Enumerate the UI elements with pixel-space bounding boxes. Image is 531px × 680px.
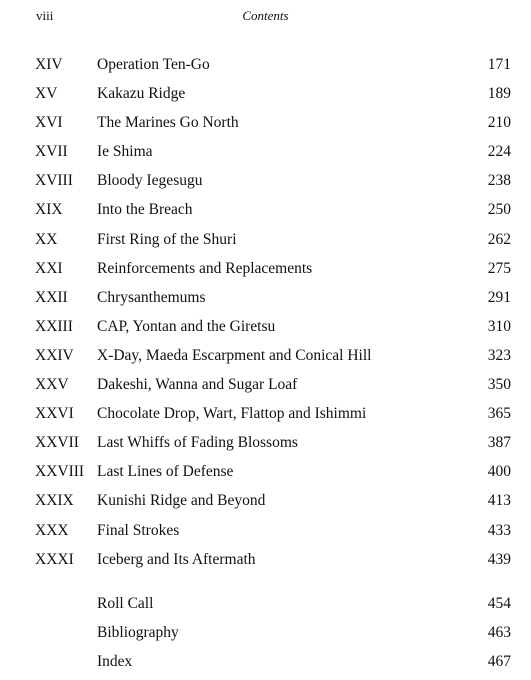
chapter-number: XXX bbox=[35, 521, 69, 539]
toc-entry bbox=[0, 283, 531, 312]
toc-entry bbox=[0, 137, 531, 166]
chapter-number: XXII bbox=[35, 288, 68, 306]
section-gap bbox=[0, 574, 531, 589]
page-number: 210 bbox=[487, 114, 511, 132]
chapter-number: XVI bbox=[35, 114, 63, 132]
chapter-title: Ie Shima bbox=[97, 143, 153, 161]
toc-entry bbox=[0, 254, 531, 283]
page-number: 275 bbox=[487, 259, 511, 277]
chapter-title: Last Whiffs of Fading Blossoms bbox=[97, 434, 298, 452]
toc-entry bbox=[0, 166, 531, 195]
chapter-title: First Ring of the Shuri bbox=[97, 230, 237, 248]
chapter-list bbox=[0, 50, 531, 574]
page-number: 171 bbox=[487, 56, 511, 73]
chapter-number: XXXI bbox=[35, 550, 74, 568]
chapter-title: Operation Ten-Go bbox=[97, 56, 210, 73]
page-number: 439 bbox=[487, 550, 511, 568]
chapter-number: XXIX bbox=[35, 492, 74, 510]
page-number: 310 bbox=[487, 317, 511, 335]
chapter-number: XVIII bbox=[35, 172, 73, 190]
page-number: 323 bbox=[487, 346, 511, 364]
page-number: 238 bbox=[487, 172, 511, 190]
back-matter-title: Index bbox=[97, 652, 133, 670]
running-head-title: Contents bbox=[242, 8, 289, 23]
chapter-title: X-Day, Maeda Escarpment and Conical Hill bbox=[97, 346, 372, 364]
chapter-number: XXV bbox=[35, 376, 69, 394]
back-matter-title: Bibliography bbox=[97, 623, 179, 641]
table-of-contents bbox=[0, 50, 531, 676]
toc-entry bbox=[0, 341, 531, 370]
chapter-title: Chrysanthemums bbox=[97, 288, 206, 306]
chapter-title: Kakazu Ridge bbox=[97, 85, 186, 103]
chapter-title: Dakeshi, Wanna and Sugar Loaf bbox=[97, 376, 298, 394]
toc-entry bbox=[0, 486, 531, 515]
chapter-title: Last Lines of Defense bbox=[97, 463, 234, 481]
toc-entry bbox=[0, 108, 531, 137]
page-number: 413 bbox=[487, 492, 511, 510]
chapter-number: XXIII bbox=[35, 317, 73, 335]
page-number: 454 bbox=[487, 594, 511, 612]
chapter-number: XXIV bbox=[35, 346, 74, 364]
page-number: 467 bbox=[487, 652, 511, 670]
toc-entry-back-matter bbox=[0, 618, 531, 647]
chapter-number: XXI bbox=[35, 259, 63, 277]
back-matter-list bbox=[0, 589, 531, 676]
toc-entry bbox=[0, 545, 531, 574]
page-folio: viii bbox=[36, 8, 54, 23]
toc-entry bbox=[0, 370, 531, 399]
chapter-number: XV bbox=[35, 85, 58, 103]
chapter-title: The Marines Go North bbox=[97, 114, 239, 132]
running-head bbox=[0, 8, 531, 28]
toc-entry-back-matter bbox=[0, 647, 531, 676]
chapter-number: XX bbox=[35, 230, 58, 248]
chapter-number: XXVI bbox=[35, 405, 74, 423]
page-number: 400 bbox=[487, 463, 511, 481]
page-number: 463 bbox=[487, 623, 511, 641]
page-number: 224 bbox=[487, 143, 511, 161]
page-number: 350 bbox=[487, 376, 511, 394]
toc-entry bbox=[0, 225, 531, 254]
chapter-title: Kunishi Ridge and Beyond bbox=[97, 492, 266, 510]
page-number: 365 bbox=[487, 405, 511, 423]
chapter-title: Iceberg and Its Aftermath bbox=[97, 550, 256, 568]
toc-entry bbox=[0, 428, 531, 457]
toc-entry bbox=[0, 79, 531, 108]
chapter-title: Reinforcements and Replacements bbox=[97, 259, 313, 277]
toc-entry bbox=[0, 516, 531, 545]
page-number: 433 bbox=[487, 521, 511, 539]
toc-entry bbox=[0, 312, 531, 341]
page-number: 262 bbox=[487, 230, 511, 248]
toc-entry bbox=[0, 457, 531, 486]
chapter-title: CAP, Yontan and the Giretsu bbox=[97, 317, 276, 335]
chapter-number: XIV bbox=[35, 56, 63, 73]
back-matter-title: Roll Call bbox=[97, 594, 154, 612]
page-number: 387 bbox=[487, 434, 511, 452]
chapter-number: XXVII bbox=[35, 434, 79, 452]
chapter-title: Into the Breach bbox=[97, 201, 193, 219]
chapter-title: Bloody Iegesugu bbox=[97, 172, 203, 190]
page-number: 291 bbox=[487, 288, 511, 306]
chapter-title: Final Strokes bbox=[97, 521, 180, 539]
chapter-number: XIX bbox=[35, 201, 63, 219]
page-number: 189 bbox=[487, 85, 511, 103]
chapter-number: XXVIII bbox=[35, 463, 85, 481]
chapter-number: XVII bbox=[35, 143, 68, 161]
toc-entry bbox=[0, 195, 531, 224]
page-number: 250 bbox=[487, 201, 511, 219]
toc-entry bbox=[0, 399, 531, 428]
toc-entry-back-matter bbox=[0, 589, 531, 618]
chapter-title: Chocolate Drop, Wart, Flattop and Ishimmi bbox=[97, 405, 367, 423]
toc-entry bbox=[0, 50, 531, 79]
